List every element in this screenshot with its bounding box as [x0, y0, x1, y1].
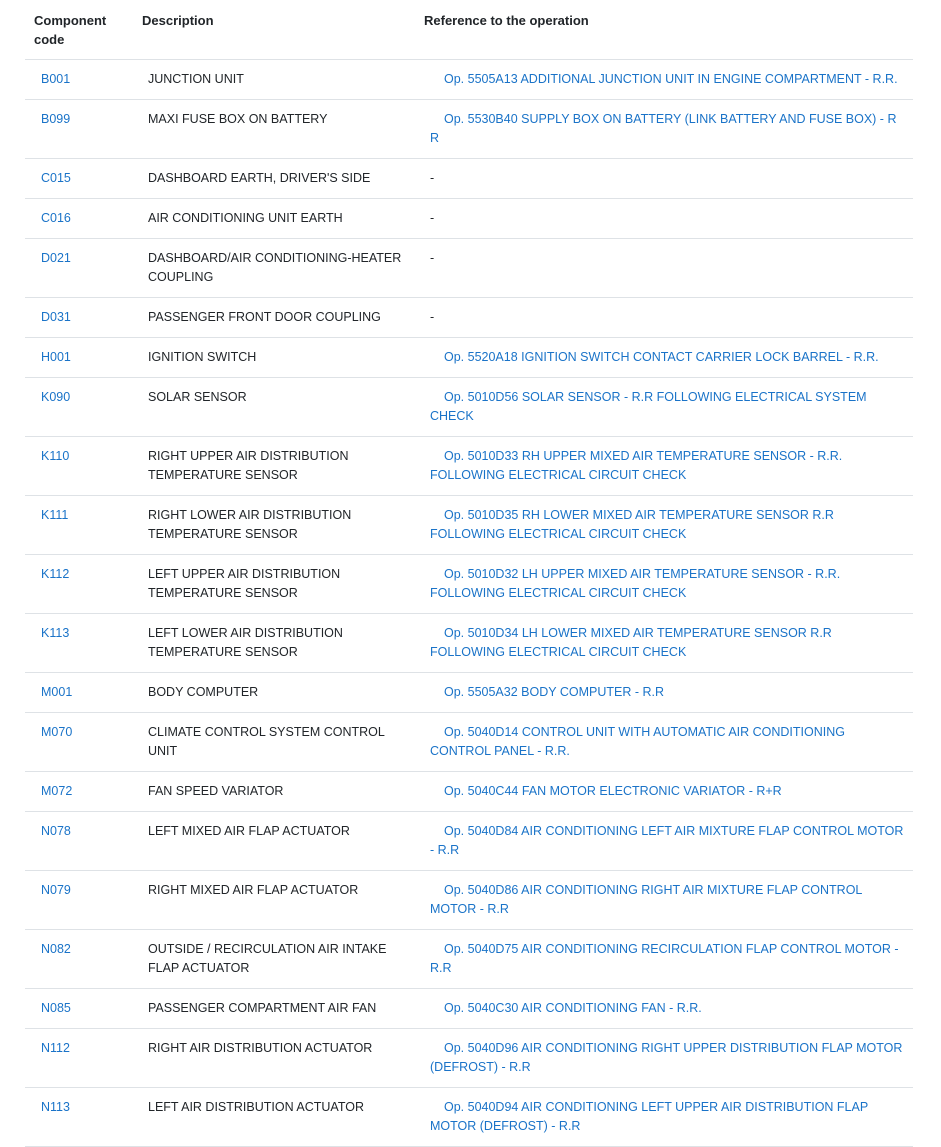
table-row	[25, 555, 913, 614]
description-cell: BODY COMPUTER	[133, 673, 415, 713]
table-row	[25, 673, 913, 713]
reference-cell	[415, 1029, 913, 1088]
description-cell: MAXI FUSE BOX ON BATTERY	[133, 100, 415, 159]
table-row	[25, 100, 913, 159]
component-code-cell	[25, 199, 133, 239]
component-code-cell	[25, 338, 133, 378]
operation-link[interactable]: Op. 5010D56 SOLAR SENSOR - R.R FOLLOWING ELECTRICAL SYSTEM CHECK	[430, 390, 867, 423]
component-code-link[interactable]: C015	[41, 171, 71, 185]
component-code-cell	[25, 1029, 133, 1088]
description-cell: LEFT UPPER AIR DISTRIBUTION TEMPERATURE SENSOR	[133, 555, 415, 614]
reference-cell	[415, 496, 913, 555]
component-table	[25, 0, 913, 1147]
operation-link[interactable]: Op. 5520A18 IGNITION SWITCH CONTACT CARRIER LOCK BARREL - R.R.	[444, 350, 879, 364]
reference-cell	[415, 555, 913, 614]
table-row	[25, 989, 913, 1029]
component-code-cell	[25, 989, 133, 1029]
description-cell: DASHBOARD EARTH, DRIVER'S SIDE	[133, 159, 415, 199]
component-code-cell	[25, 772, 133, 812]
table-row	[25, 871, 913, 930]
table-row	[25, 1029, 913, 1088]
component-code-link[interactable]: H001	[41, 350, 71, 364]
component-code-link[interactable]: N079	[41, 883, 71, 897]
component-code-cell	[25, 437, 133, 496]
header-reference: Reference to the operation	[415, 0, 913, 60]
table-row	[25, 1088, 913, 1147]
component-code-cell	[25, 60, 133, 100]
table-body	[25, 60, 913, 1147]
table-row	[25, 772, 913, 812]
reference-cell	[415, 614, 913, 673]
reference-cell	[415, 713, 913, 772]
reference-cell	[415, 159, 913, 199]
component-code-cell	[25, 1088, 133, 1147]
operation-link[interactable]: Op. 5040D94 AIR CONDITIONING LEFT UPPER AIR DISTRIBUTION FLAP MOTOR (DEFROST) - R.R	[430, 1100, 868, 1133]
component-code-link[interactable]: M001	[41, 685, 73, 699]
description-cell: FAN SPEED VARIATOR	[133, 772, 415, 812]
header-description: Description	[133, 0, 415, 60]
reference-cell	[415, 60, 913, 100]
table-row	[25, 60, 913, 100]
component-code-cell	[25, 871, 133, 930]
header-component-code: Component code	[25, 0, 133, 60]
component-code-link[interactable]: M070	[41, 725, 73, 739]
component-code-link[interactable]: K110	[41, 449, 70, 463]
description-cell: LEFT LOWER AIR DISTRIBUTION TEMPERATURE SENSOR	[133, 614, 415, 673]
description-cell: AIR CONDITIONING UNIT EARTH	[133, 199, 415, 239]
component-code-link[interactable]: D021	[41, 251, 71, 265]
reference-cell	[415, 812, 913, 871]
component-code-cell	[25, 713, 133, 772]
description-cell: JUNCTION UNIT	[133, 60, 415, 100]
component-code-cell	[25, 298, 133, 338]
description-cell: IGNITION SWITCH	[133, 338, 415, 378]
component-code-link[interactable]: K090	[41, 390, 71, 404]
component-code-link[interactable]: N078	[41, 824, 71, 838]
component-code-link[interactable]: K112	[41, 567, 70, 581]
reference-cell	[415, 298, 913, 338]
table-row	[25, 338, 913, 378]
operation-link[interactable]: Op. 5010D35 RH LOWER MIXED AIR TEMPERATURE SENSOR R.R FOLLOWING ELECTRICAL CIRCUIT CHECK	[430, 508, 834, 541]
component-code-link[interactable]: N112	[41, 1041, 70, 1055]
component-code-link[interactable]: N085	[41, 1001, 71, 1015]
description-cell: RIGHT UPPER AIR DISTRIBUTION TEMPERATURE SENSOR	[133, 437, 415, 496]
table-row	[25, 298, 913, 338]
component-code-cell	[25, 159, 133, 199]
description-cell: OUTSIDE / RECIRCULATION AIR INTAKE FLAP ACTUATOR	[133, 930, 415, 989]
component-code-link[interactable]: D031	[41, 310, 71, 324]
component-code-link[interactable]: B099	[41, 112, 71, 126]
reference-cell	[415, 378, 913, 437]
component-code-cell	[25, 673, 133, 713]
operation-link[interactable]: Op. 5530B40 SUPPLY BOX ON BATTERY (LINK BATTERY AND FUSE BOX) - R R	[430, 112, 897, 145]
description-cell: PASSENGER COMPARTMENT AIR FAN	[133, 989, 415, 1029]
table-row	[25, 159, 913, 199]
table-row	[25, 378, 913, 437]
description-cell: RIGHT MIXED AIR FLAP ACTUATOR	[133, 871, 415, 930]
reference-empty: -	[430, 171, 435, 185]
component-table-container	[25, 0, 913, 1147]
description-cell: DASHBOARD/AIR CONDITIONING-HEATER COUPLING	[133, 239, 415, 298]
operation-link[interactable]: Op. 5040D84 AIR CONDITIONING LEFT AIR MIXTURE FLAP CONTROL MOTOR - R.R	[430, 824, 904, 857]
component-code-cell	[25, 239, 133, 298]
component-code-link[interactable]: K111	[41, 508, 69, 522]
description-cell: CLIMATE CONTROL SYSTEM CONTROL UNIT	[133, 713, 415, 772]
table-header-row	[25, 0, 913, 60]
component-code-cell	[25, 614, 133, 673]
component-code-link[interactable]: K113	[41, 626, 70, 640]
component-code-link[interactable]: C016	[41, 211, 71, 225]
operation-link[interactable]: Op. 5505A32 BODY COMPUTER - R.R	[444, 685, 664, 699]
reference-empty: -	[430, 251, 435, 265]
description-cell: LEFT MIXED AIR FLAP ACTUATOR	[133, 812, 415, 871]
reference-cell	[415, 239, 913, 298]
reference-cell	[415, 871, 913, 930]
table-row	[25, 614, 913, 673]
reference-empty: -	[430, 211, 435, 225]
component-code-link[interactable]: M072	[41, 784, 73, 798]
component-code-cell	[25, 555, 133, 614]
table-row	[25, 812, 913, 871]
operation-link[interactable]: Op. 5040D86 AIR CONDITIONING RIGHT AIR MIXTURE FLAP CONTROL MOTOR - R.R	[430, 883, 862, 916]
table-row	[25, 930, 913, 989]
table-row	[25, 496, 913, 555]
operation-link[interactable]: Op. 5505A13 ADDITIONAL JUNCTION UNIT IN ENGINE COMPARTMENT - R.R.	[444, 72, 898, 86]
description-cell: PASSENGER FRONT DOOR COUPLING	[133, 298, 415, 338]
component-code-link[interactable]: N082	[41, 942, 71, 956]
description-cell: RIGHT AIR DISTRIBUTION ACTUATOR	[133, 1029, 415, 1088]
description-cell: SOLAR SENSOR	[133, 378, 415, 437]
operation-link[interactable]: Op. 5040D75 AIR CONDITIONING RECIRCULATION FLAP CONTROL MOTOR - R.R	[430, 942, 899, 975]
table-row	[25, 437, 913, 496]
description-cell: RIGHT LOWER AIR DISTRIBUTION TEMPERATURE SENSOR	[133, 496, 415, 555]
reference-cell	[415, 930, 913, 989]
component-code-cell	[25, 930, 133, 989]
reference-cell	[415, 1088, 913, 1147]
operation-link[interactable]: Op. 5040C30 AIR CONDITIONING FAN - R.R.	[444, 1001, 702, 1015]
component-code-cell	[25, 496, 133, 555]
reference-cell	[415, 338, 913, 378]
operation-link[interactable]: Op. 5010D34 LH LOWER MIXED AIR TEMPERATURE SENSOR R.R FOLLOWING ELECTRICAL CIRCUIT CHECK	[430, 626, 832, 659]
component-code-cell	[25, 378, 133, 437]
reference-cell	[415, 772, 913, 812]
component-code-cell	[25, 100, 133, 159]
component-code-cell	[25, 812, 133, 871]
description-cell: LEFT AIR DISTRIBUTION ACTUATOR	[133, 1088, 415, 1147]
table-row	[25, 713, 913, 772]
reference-cell	[415, 437, 913, 496]
reference-cell	[415, 100, 913, 159]
operation-link[interactable]: Op. 5010D32 LH UPPER MIXED AIR TEMPERATURE SENSOR - R.R. FOLLOWING ELECTRICAL CIRCUIT CHECK	[430, 567, 841, 600]
table-row	[25, 239, 913, 298]
reference-empty: -	[430, 310, 435, 324]
operation-link[interactable]: Op. 5040D96 AIR CONDITIONING RIGHT UPPER DISTRIBUTION FLAP MOTOR (DEFROST) - R.R	[430, 1041, 903, 1074]
operation-link[interactable]: Op. 5040D14 CONTROL UNIT WITH AUTOMATIC AIR CONDITIONING CONTROL PANEL - R.R.	[430, 725, 845, 758]
operation-link[interactable]: Op. 5010D33 RH UPPER MIXED AIR TEMPERATURE SENSOR - R.R. FOLLOWING ELECTRICAL CIRCUIT CHECK	[430, 449, 843, 482]
reference-cell	[415, 989, 913, 1029]
component-code-link[interactable]: N113	[41, 1100, 70, 1114]
table-row	[25, 199, 913, 239]
operation-link[interactable]: Op. 5040C44 FAN MOTOR ELECTRONIC VARIATOR - R+R	[444, 784, 782, 798]
component-code-link[interactable]: B001	[41, 72, 71, 86]
reference-cell	[415, 199, 913, 239]
reference-cell	[415, 673, 913, 713]
